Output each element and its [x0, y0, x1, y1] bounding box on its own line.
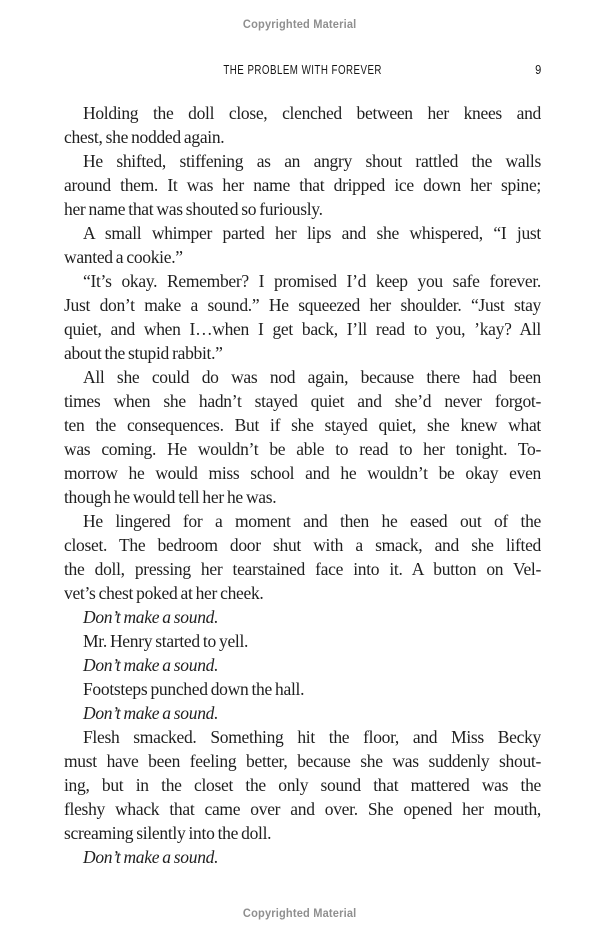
text-line: A small whimper parted her lips and she whispered, “I just: [83, 223, 541, 243]
text-line: Just don’t make a sound.” He squeezed her shoulder. “Just stay: [64, 295, 541, 315]
text-line: Holding the doll close, clenched between her knees and: [83, 103, 541, 123]
text-line: chest, she nodded again.: [64, 127, 225, 147]
paragraph: [64, 509, 541, 605]
text-line: screaming silently into the doll.: [64, 823, 272, 843]
paragraph: [64, 221, 541, 269]
text-line: All she could do was nod again, because there had been: [83, 367, 541, 387]
text-line: Don’t make a sound.: [83, 703, 219, 723]
text-line: wanted a cookie.”: [64, 247, 183, 267]
copyright-notice-bottom: [0, 906, 600, 920]
text-line: though he would tell her he was.: [64, 487, 277, 507]
text-line: “It’s okay. Remember? I promised I’d keep you safe forever.: [83, 271, 541, 291]
paragraph: [64, 605, 541, 629]
paragraph: [64, 269, 541, 365]
paragraph: [64, 629, 541, 653]
text-line: Footsteps punched down the hall.: [83, 679, 305, 699]
body-text: [64, 101, 541, 869]
text-line: Don’t make a sound.: [83, 655, 219, 675]
paragraph: [64, 149, 541, 221]
copyright-notice-top: [0, 17, 600, 31]
text-line: was coming. He wouldn’t be able to read to her tonight. To-: [64, 439, 541, 459]
copyright-text-bottom: Copyrighted Material: [243, 906, 357, 920]
text-line: must have been feeling better, because she was suddenly shout-: [64, 751, 541, 771]
text-line: He lingered for a moment and then he eased out of the: [83, 511, 541, 531]
text-line: about the stupid rabbit.”: [64, 343, 223, 363]
paragraph: [64, 701, 541, 725]
paragraph: [64, 725, 541, 845]
text-line: Flesh smacked. Something hit the floor, and Miss Becky: [83, 727, 541, 747]
text-line: vet’s chest poked at her cheek.: [64, 583, 264, 603]
paragraph: [64, 653, 541, 677]
text-line: Don’t make a sound.: [83, 607, 219, 627]
text-line: ing, but in the closet the only sound that mattered was the: [64, 775, 541, 795]
text-line: her name that was shouted so furiously.: [64, 199, 323, 219]
text-line: morrow he would miss school and he wouldn’t be okay even: [64, 463, 541, 483]
copyright-text-top: Copyrighted Material: [243, 17, 357, 31]
paragraph: [64, 365, 541, 509]
paragraph: [64, 101, 541, 149]
running-header: [64, 62, 541, 80]
text-line: He shifted, stiffening as an angry shout rattled the walls: [83, 151, 541, 171]
paragraph: [64, 677, 541, 701]
paragraph: [64, 845, 541, 869]
text-line: Mr. Henry started to yell.: [83, 631, 249, 651]
page-number: 9: [534, 62, 541, 77]
text-line: closet. The bedroom door shut with a smack, and she lifted: [64, 535, 541, 555]
text-line: Don’t make a sound.: [83, 847, 219, 867]
book-title: THE PROBLEM WITH FOREVER: [223, 63, 382, 77]
text-line: the doll, pressing her tearstained face into it. A button on Vel-: [64, 559, 541, 579]
text-line: fleshy whack that came over and over. She opened her mouth,: [64, 799, 541, 819]
text-line: around them. It was her name that dripped ice down her spine;: [64, 175, 541, 195]
text-line: ten the consequences. But if she stayed quiet, she knew what: [64, 415, 541, 435]
text-line: quiet, and when I…when I get back, I’ll read to you, ’kay? All: [64, 319, 541, 339]
text-line: times when she hadn’t stayed quiet and she’d never forgot-: [64, 391, 541, 411]
